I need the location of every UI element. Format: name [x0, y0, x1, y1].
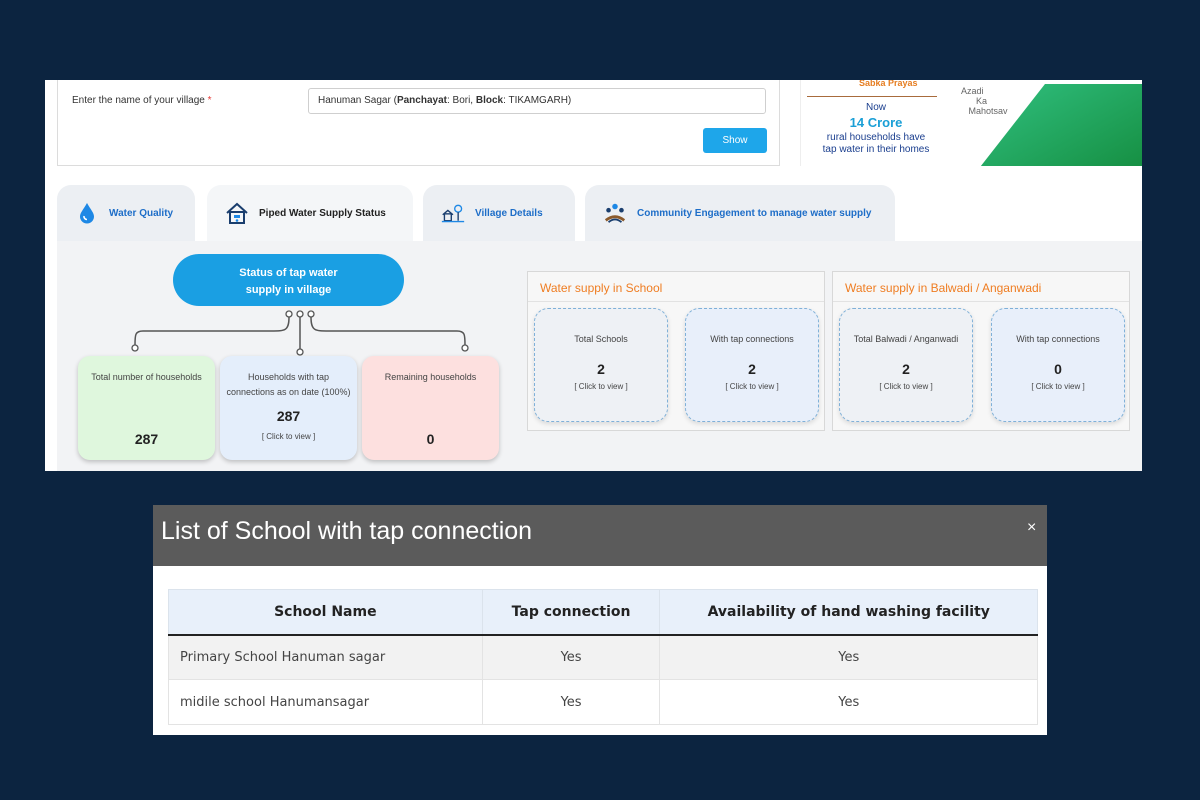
total-households-card — [78, 356, 215, 460]
modal-title: List of School with tap connection — [161, 517, 533, 545]
tab-label: Village Details — [475, 207, 543, 219]
banner-now: Now — [865, 102, 886, 113]
tap-connections-label: Households with tap connections as on date (100%) — [226, 372, 351, 397]
banner-crore: 14 Crore — [849, 115, 903, 130]
balwadi-tap-label: With tap connections — [1016, 334, 1100, 344]
modal-header — [153, 505, 1047, 566]
column-header-school-name: School Name — [169, 590, 483, 635]
column-header-tap-connection: Tap connection — [482, 590, 660, 635]
house-tap-icon — [225, 201, 249, 225]
school-name-cell: midile school Hanumansagar — [169, 680, 483, 725]
show-button[interactable]: Show — [703, 128, 767, 153]
table-header-row — [169, 590, 1038, 635]
community-hands-icon — [603, 201, 627, 225]
tab-community-engagement[interactable] — [585, 185, 895, 241]
status-title-pill: Status of tap water supply in village — [173, 254, 404, 306]
village-search-box — [57, 80, 780, 166]
balwadi-tap-card[interactable] — [991, 308, 1125, 422]
tap-connections-click[interactable]: [ Click to view ] — [261, 432, 316, 441]
table-row — [169, 635, 1038, 680]
school-tap-card[interactable] — [685, 308, 819, 422]
village-icon — [441, 201, 465, 225]
banner-text: rural households have tap water in their homes — [822, 132, 930, 155]
tab-label: Water Quality — [109, 207, 174, 219]
column-header-hand-washing: Availability of hand washing facility — [660, 590, 1038, 635]
azadi-banner — [800, 80, 1142, 166]
water-drop-icon — [75, 201, 99, 225]
village-field-label: Enter the name of your village * — [72, 95, 212, 106]
hand-washing-cell: Yes — [660, 635, 1038, 680]
balwadi-supply-panel — [832, 271, 1130, 431]
piped-water-content — [57, 241, 1142, 471]
total-schools-click[interactable]: [ Click to view ] — [574, 382, 628, 391]
total-balwadi-card[interactable] — [839, 308, 973, 422]
village-dashboard-panel — [45, 80, 1142, 471]
total-balwadi-value: 2 — [902, 361, 910, 377]
balwadi-supply-title: Water supply in Balwadi / Anganwadi — [833, 272, 1129, 302]
school-supply-title: Water supply in School — [528, 272, 824, 302]
required-mark: * — [207, 95, 212, 106]
azadi-logo: Azadi Ka Mahotsav — [961, 86, 1008, 116]
tab-water-quality[interactable] — [57, 185, 195, 241]
banner-prayas: Sabka Prayas — [859, 80, 918, 88]
tap-connections-value: 287 — [276, 408, 301, 424]
total-balwadi-click[interactable]: [ Click to view ] — [879, 382, 933, 391]
total-schools-label: Total Schools — [574, 334, 628, 344]
remaining-households-value: 0 — [426, 431, 435, 447]
school-tap-click[interactable]: [ Click to view ] — [725, 382, 779, 391]
total-schools-card[interactable] — [534, 308, 668, 422]
tab-label: Community Engagement to manage water supply — [637, 207, 872, 219]
total-balwadi-label: Total Balwadi / Anganwadi — [853, 334, 959, 344]
total-households-label: Total number of households — [91, 372, 202, 382]
close-icon[interactable]: × — [1027, 519, 1037, 536]
school-tap-modal — [153, 505, 1047, 735]
school-tap-label: With tap connections — [710, 334, 794, 344]
total-households-value: 287 — [134, 431, 159, 447]
tap-connection-cell: Yes — [482, 635, 660, 680]
tap-connections-card[interactable] — [220, 356, 357, 460]
banner-rule — [807, 96, 937, 97]
tab-piped-water-supply-status[interactable] — [207, 185, 413, 241]
hand-washing-cell: Yes — [660, 680, 1038, 725]
remaining-households-card — [362, 356, 499, 460]
tab-strip — [45, 185, 1142, 241]
table-row — [169, 680, 1038, 725]
remaining-households-label: Remaining households — [384, 372, 477, 382]
total-schools-value: 2 — [597, 361, 605, 377]
village-input[interactable]: Hanuman Sagar (Panchayat: Bori, Block: TIKAMGARH) — [308, 88, 766, 114]
tab-label: Piped Water Supply Status — [259, 207, 386, 219]
balwadi-tap-value: 0 — [1054, 361, 1062, 377]
school-supply-panel — [527, 271, 825, 431]
school-name-cell: Primary School Hanuman sagar — [169, 635, 483, 680]
balwadi-tap-click[interactable]: [ Click to view ] — [1031, 382, 1085, 391]
tab-village-details[interactable] — [423, 185, 575, 241]
school-tap-value: 2 — [748, 361, 756, 377]
tap-connection-cell: Yes — [482, 680, 660, 725]
school-table — [168, 589, 1038, 725]
